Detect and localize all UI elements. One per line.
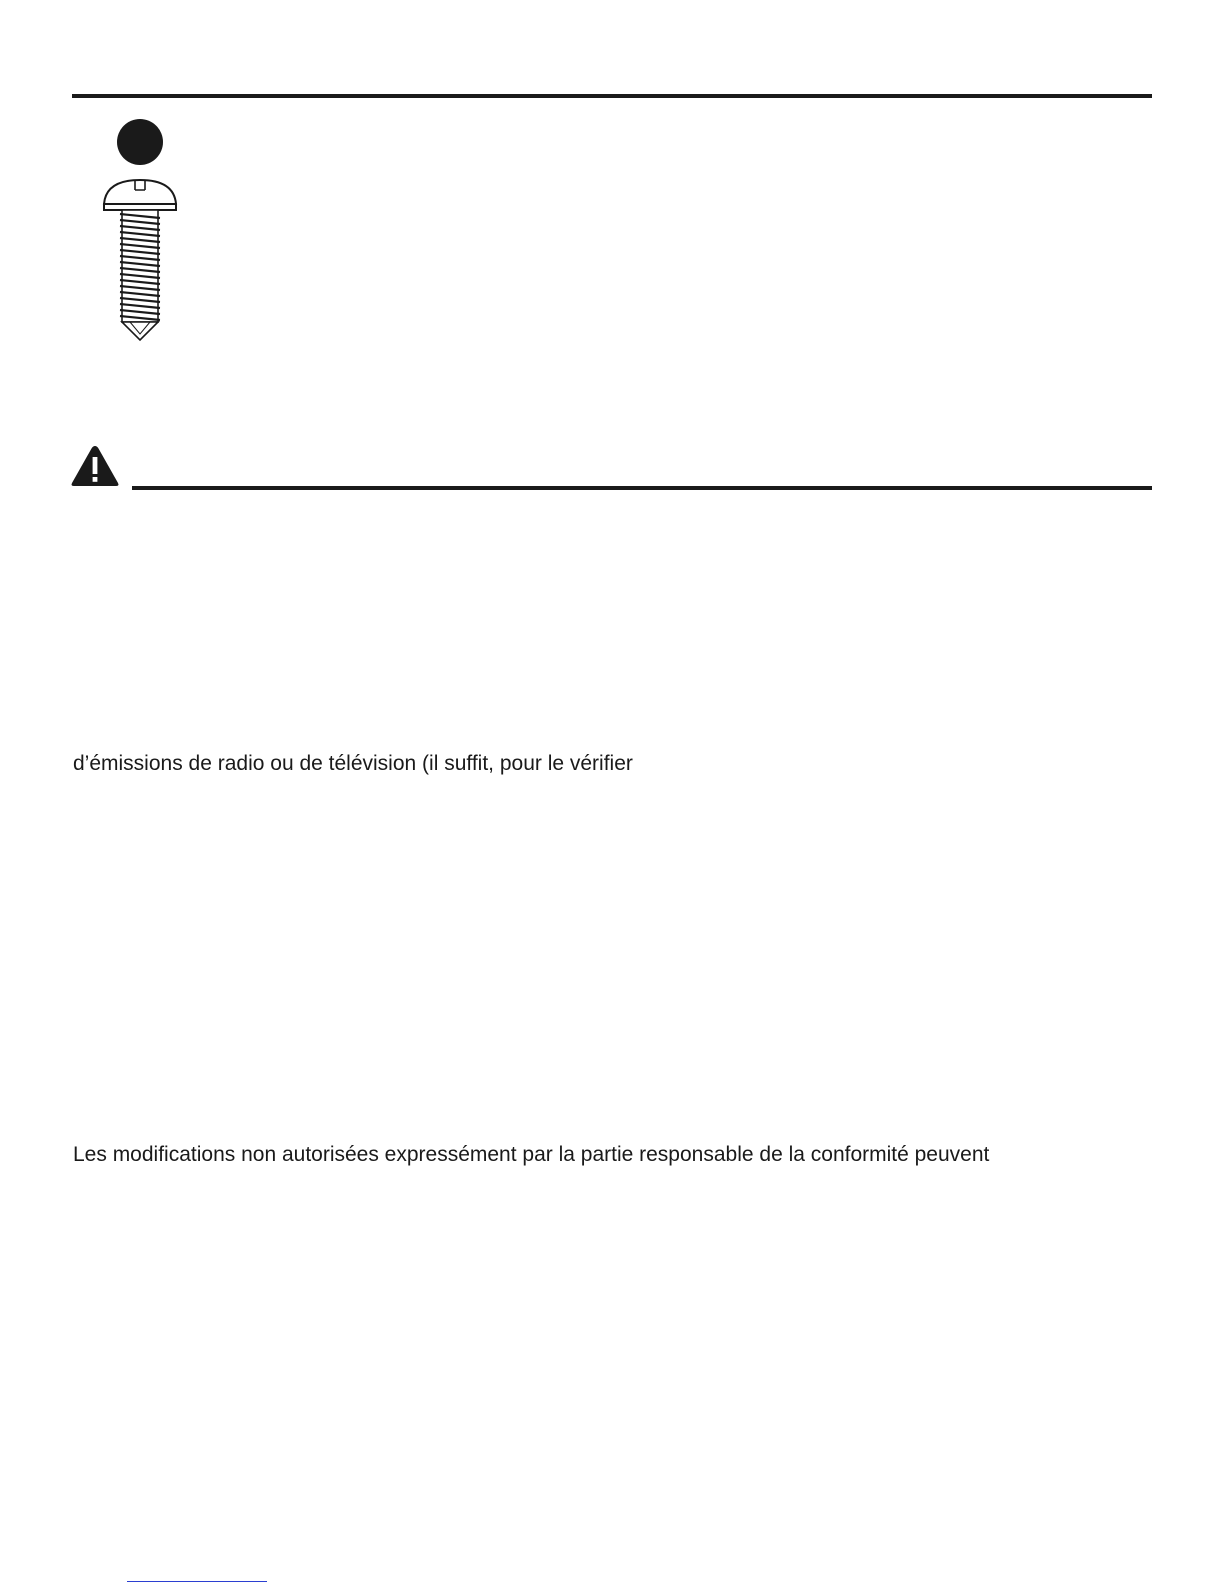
- section-divider-top: [72, 94, 1152, 98]
- footer-link-underline[interactable]: [127, 1581, 267, 1582]
- body-text-line: d’émissions de radio ou de télévision (il suffit, pour le vérifier: [73, 752, 633, 775]
- warning-divider: [132, 486, 1152, 490]
- body-text-line: Les modifications non autorisées expressément par la partie responsable de la conformité peuvent: [73, 1143, 990, 1166]
- pan-head-screw-icon: [100, 176, 180, 342]
- part-marker-circle-icon: [117, 119, 163, 165]
- warning-triangle-icon: [70, 444, 120, 488]
